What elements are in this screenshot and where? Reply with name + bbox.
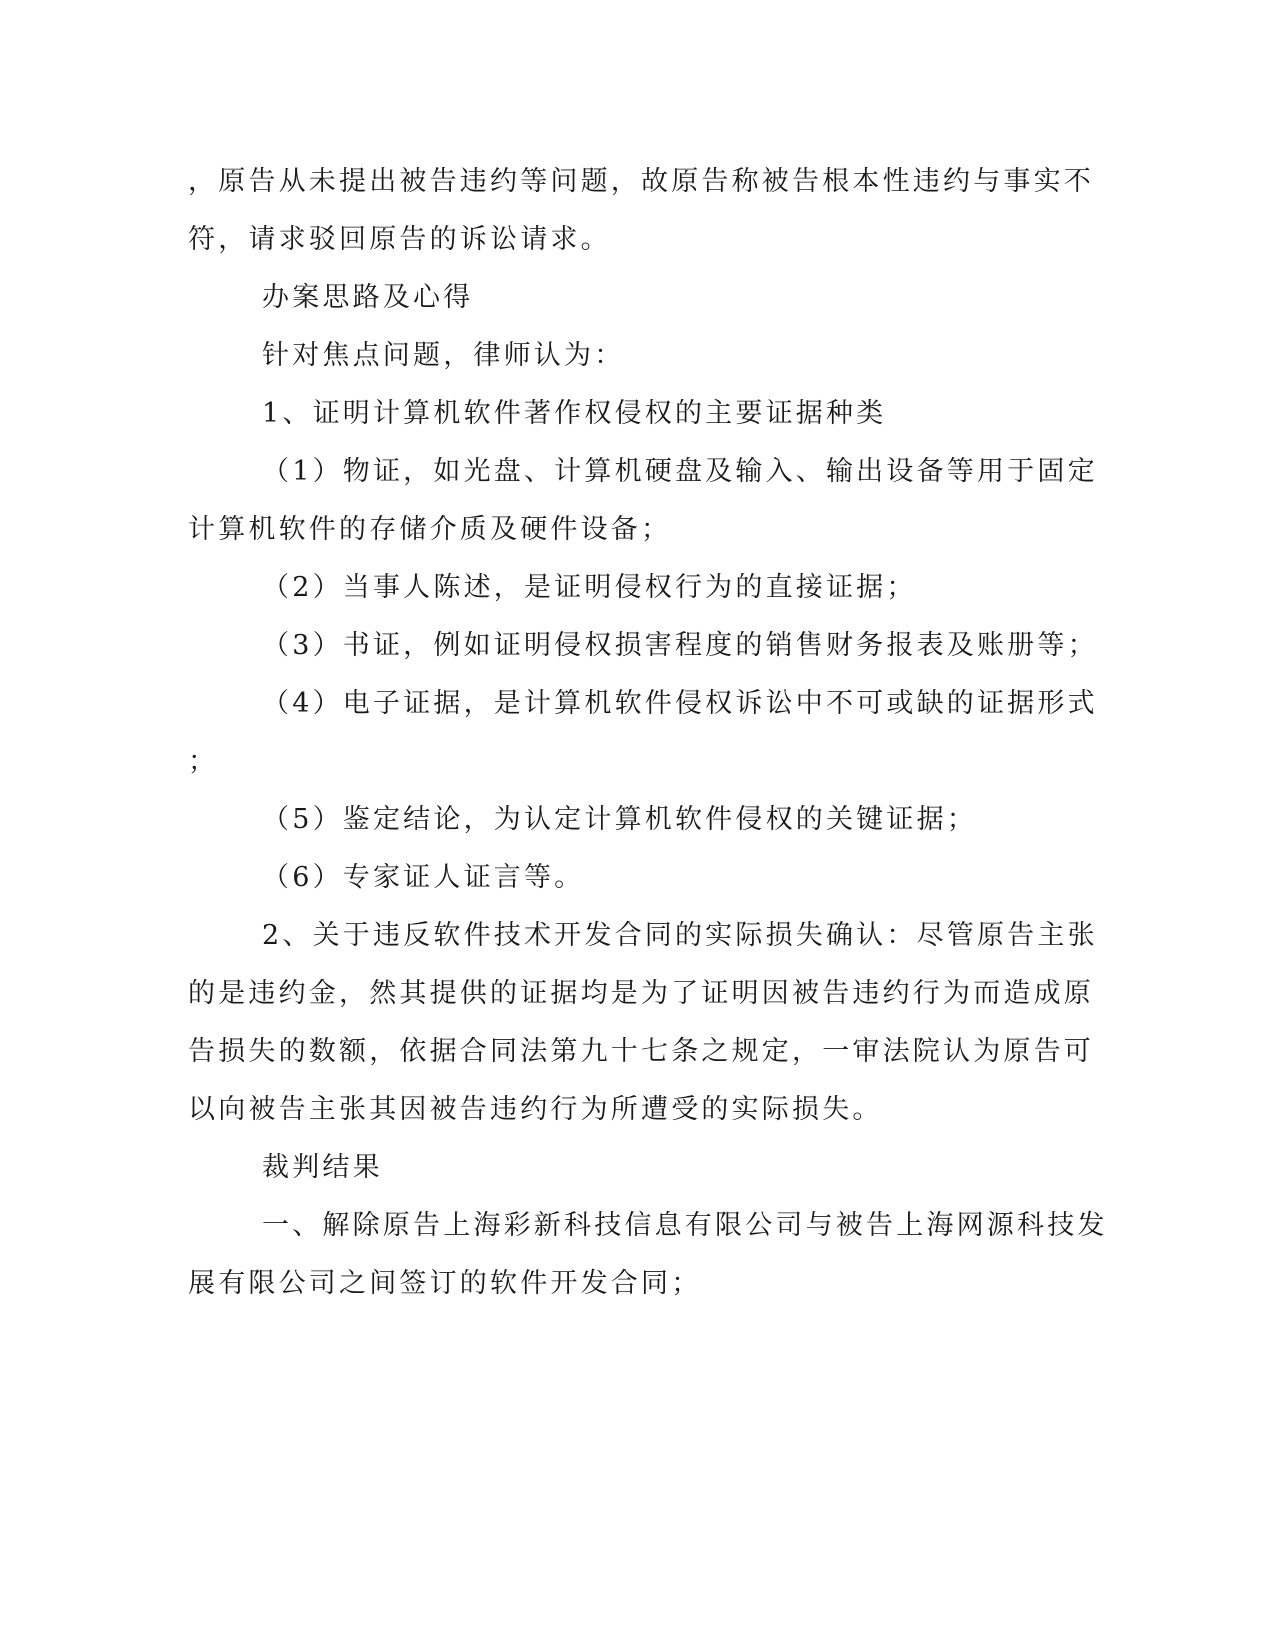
list-item-1: （1）物证，如光盘、计算机硬盘及输入、输出设备等用于固定 <box>262 456 1098 487</box>
text-line-1: ，原告从未提出被告违约等问题，故原告称被告根本性违约与事实不 <box>188 166 1094 197</box>
judgment-item-1-cont: 展有限公司之间签订的软件开发合同； <box>188 1268 702 1299</box>
list-item-1-cont: 计算机软件的存储介质及硬件设备； <box>188 514 672 545</box>
list-item-2: （2）当事人陈述，是证明侵权行为的直接证据； <box>262 572 917 603</box>
list-item-3: （3）书证，例如证明侵权损害程度的销售财务报表及账册等； <box>262 630 1098 661</box>
list-heading-evidence-types: 1、证明计算机软件著作权侵权的主要证据种类 <box>262 398 887 429</box>
list-item-4-cont: ； <box>188 746 219 777</box>
text-line-4: 针对焦点问题，律师认为： <box>262 340 625 371</box>
section-heading-approach: 办案思路及心得 <box>262 282 474 313</box>
section-heading-judgment: 裁判结果 <box>262 1152 383 1183</box>
text-line-2: 符，请求驳回原告的诉讼请求。 <box>188 224 611 255</box>
text-line-16: 告损失的数额，依据合同法第九十七条之规定，一审法院认为原告可 <box>188 1036 1094 1067</box>
list-item-4: （4）电子证据，是计算机软件侵权诉讼中不可或缺的证据形式 <box>262 688 1098 719</box>
text-line-15: 的是违约金，然其提供的证据均是为了证明因被告违约行为而造成原 <box>188 978 1094 1009</box>
text-line-14: 2、关于违反软件技术开发合同的实际损失确认：尽管原告主张 <box>262 920 1098 951</box>
text-line-17: 以向被告主张其因被告违约行为所遭受的实际损失。 <box>188 1094 883 1125</box>
list-item-5: （5）鉴定结论，为认定计算机软件侵权的关键证据； <box>262 804 977 835</box>
list-item-6: （6）专家证人证言等。 <box>262 862 585 893</box>
judgment-item-1: 一、解除原告上海彩新科技信息有限公司与被告上海网源科技发 <box>262 1210 1108 1241</box>
